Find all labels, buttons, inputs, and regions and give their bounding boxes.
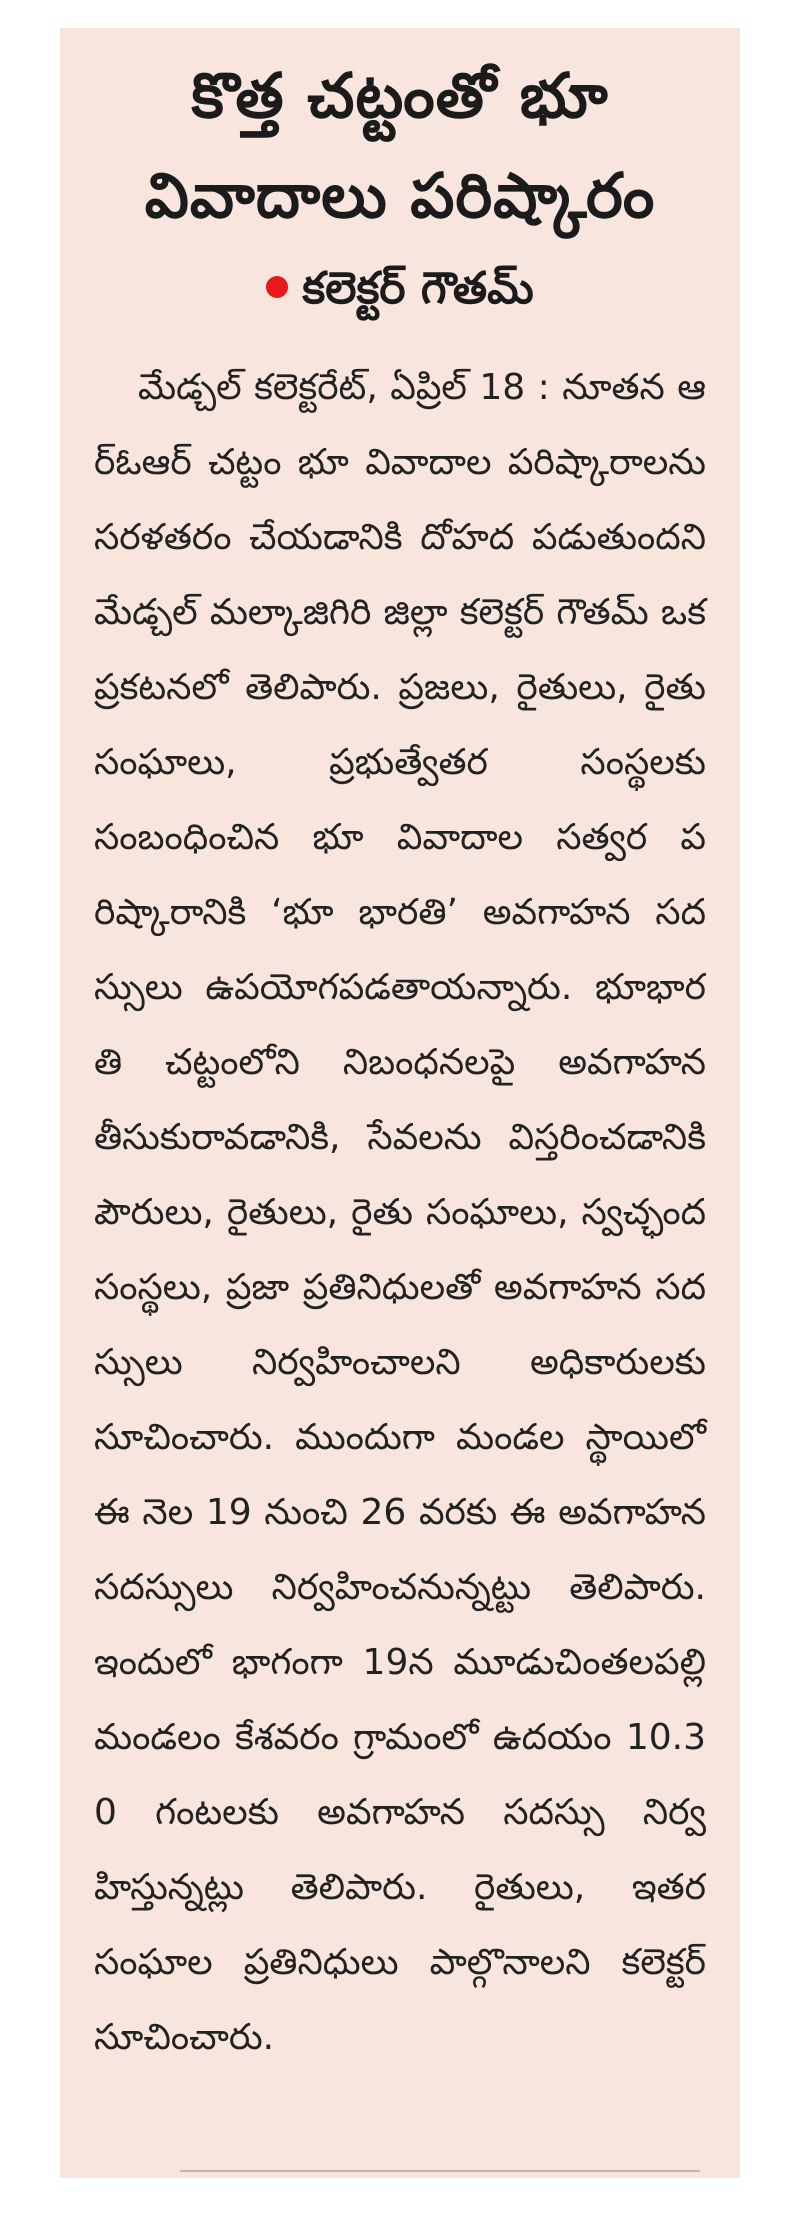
news-clipping	[60, 28, 740, 2178]
bullet-dot-icon	[266, 276, 288, 298]
headline	[94, 46, 706, 246]
headline-line-1: కొత్త చట్టంతో భూ	[191, 59, 609, 132]
bottom-divider	[180, 2170, 700, 2172]
byline	[94, 254, 706, 324]
headline-line-2: వివాదాలు పరిష్కారం	[144, 159, 656, 232]
byline-text: కలెక్టర్ గౌతమ్	[302, 263, 534, 314]
article-body: మేడ్చల్ కలెక్టరేట్, ఏప్రిల్ 18 : నూతన ఆర్ఓఆర్ చట్టం భూ వివాదాల పరిష్కారాలను సరళతరం చేయడానికి దోహద పడుతుందని మేడ్చల్ మల్కాజిగిరి జిల్లా కలెక్టర్ గౌతమ్ ఒక ప్రకటనలో తెలిపారు. ప్రజలు, రైతులు, రైతు సంఘాలు, ప్రభుత్వేతర సంస్థలకు సంబంధించిన భూ వివాదాల సత్వర పరిష్కారానికి ‘భూ భారతి’ అవగాహన సదస్సులు ఉపయోగపడతాయన్నారు. భూభారతి చట్టంలోని నిబంధనలపై అవగాహన తీసుకురావడానికి, సేవలను విస్తరించడానికి పౌరులు, రైతులు, రైతు సంఘాలు, స్వచ్ఛంద సంస్థలు, ప్రజా ప్రతినిధులతో అవగాహన సదస్సులు నిర్వహించాలని అధికారులకు సూచించారు. ముందుగా మండల స్థాయిలో ఈ నెల 19 నుంచి 26 వరకు ఈ అవగాహన సదస్సులు నిర్వహించనున్నట్టు తెలిపారు. ఇందులో భాగంగా 19న మూడుచింతలపల్లి మండలం కేశవరం గ్రామంలో ఉదయం 10.30 గంటలకు అవగాహన సదస్సు నిర్వహిస్తున్నట్లు తెలిపారు. రైతులు, ఇతర సంఘాల ప్రతినిధులు పాల్గొనాలని కలెక్టర్ సూచించారు.	[94, 367, 706, 2058]
